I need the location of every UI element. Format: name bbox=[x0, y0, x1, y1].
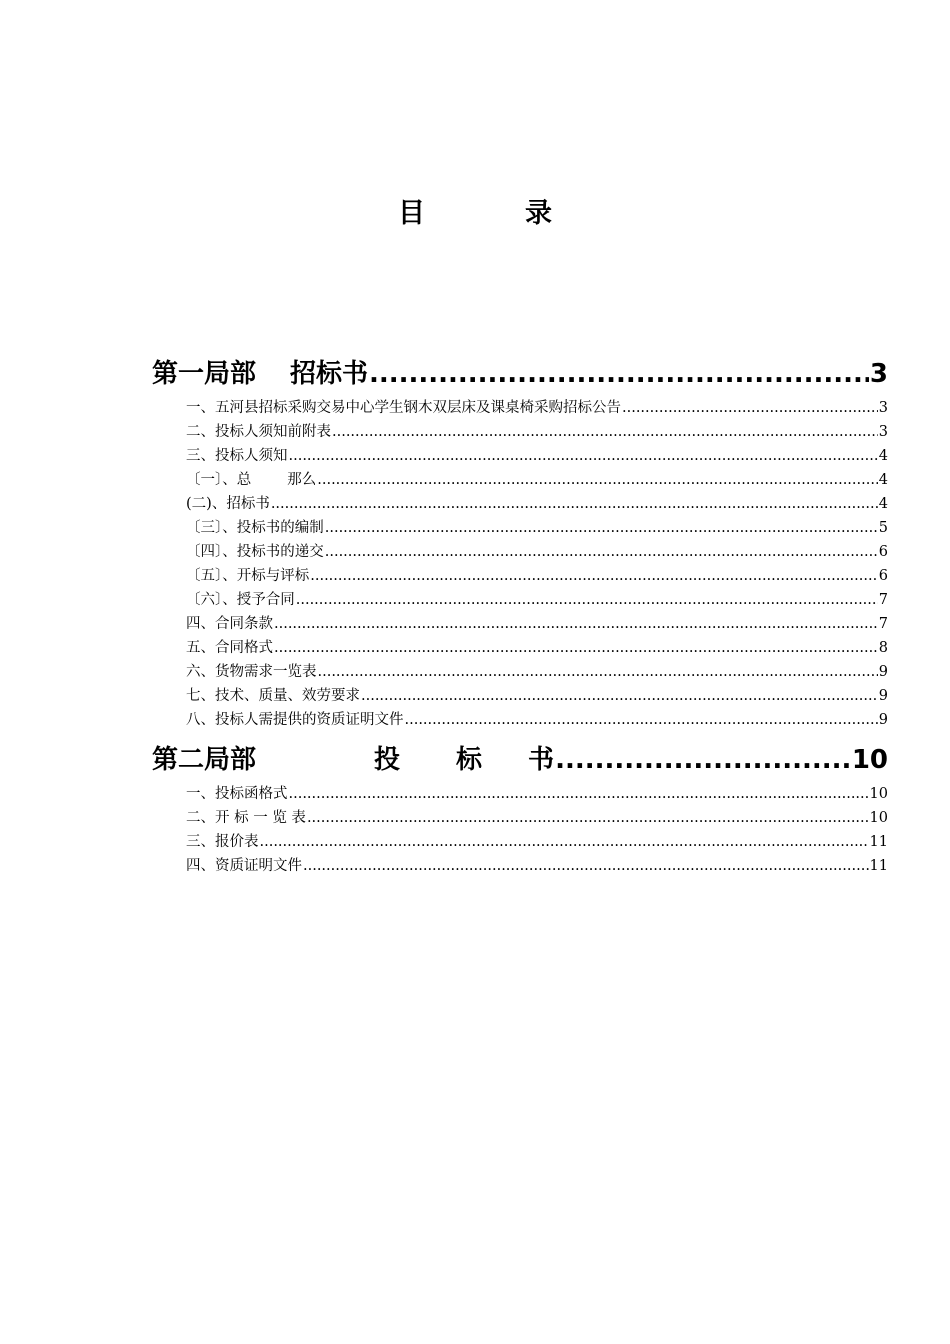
toc-entry[interactable]: 四、合同条款 ..... 7 bbox=[152, 612, 888, 636]
toc-entry[interactable]: 〔四〕、投标书的递交 ..... 6 bbox=[152, 540, 888, 564]
toc-entry[interactable]: 〔三〕、投标书的编制 ..... 5 bbox=[152, 516, 888, 540]
toc-entry[interactable]: 〔一〕、总 那么 ..... 4 bbox=[152, 468, 888, 492]
toc-entry[interactable]: 二、投标人须知前附表 ..... 3 bbox=[152, 420, 888, 444]
toc-leader-dots bbox=[555, 738, 851, 782]
toc-entry[interactable]: 四、资质证明文件 ..... 11 bbox=[152, 854, 888, 878]
part-1-title: 招标书 bbox=[290, 359, 369, 389]
toc-entry[interactable]: 二、开 标 一 览 表 ..... 10 bbox=[152, 806, 888, 830]
part-2-page: 10 bbox=[851, 745, 888, 775]
toc-entry[interactable]: 〔五〕、开标与评标 ..... 6 bbox=[152, 564, 888, 588]
part-2-number: 第二局部 bbox=[152, 745, 257, 775]
toc-entry[interactable]: 五、合同格式 ..... 8 bbox=[152, 636, 888, 660]
toc-entry[interactable]: 七、技术、质量、效劳要求 ..... 9 bbox=[152, 684, 888, 708]
toc-entry[interactable]: 三、投标人须知 ..... 4 bbox=[152, 444, 888, 468]
table-of-contents bbox=[152, 352, 888, 878]
toc-part-1[interactable] bbox=[152, 352, 888, 396]
part-1-number: 第一局部 bbox=[152, 359, 257, 389]
toc-entry[interactable]: 八、投标人需提供的资质证明文件 ..... 9 bbox=[152, 708, 888, 732]
title-char-1: 目 bbox=[398, 198, 425, 229]
part-1-page: 3 bbox=[869, 359, 888, 389]
toc-part-2[interactable]: 第二局部 投 标 书 ..... 10 bbox=[152, 738, 888, 782]
title-char-2: 录 bbox=[525, 198, 552, 229]
toc-entry[interactable]: 三、报价表 ..... 11 bbox=[152, 830, 888, 854]
toc-entry[interactable]: 〔六〕、授予合同 ..... 7 bbox=[152, 588, 888, 612]
toc-entry[interactable]: (二)、招标书 ..... 4 bbox=[152, 492, 888, 516]
toc-entry[interactable]: 六、货物需求一览表 ..... 9 bbox=[152, 660, 888, 684]
toc-entry[interactable]: 一、五河县招标采购交易中心学生钢木双层床及课桌椅采购招标公告 ..... 3 bbox=[152, 396, 888, 420]
toc-entry[interactable]: 一、投标函格式 ..... 10 bbox=[152, 782, 888, 806]
toc-leader-dots bbox=[369, 352, 869, 396]
page-title bbox=[0, 194, 950, 234]
